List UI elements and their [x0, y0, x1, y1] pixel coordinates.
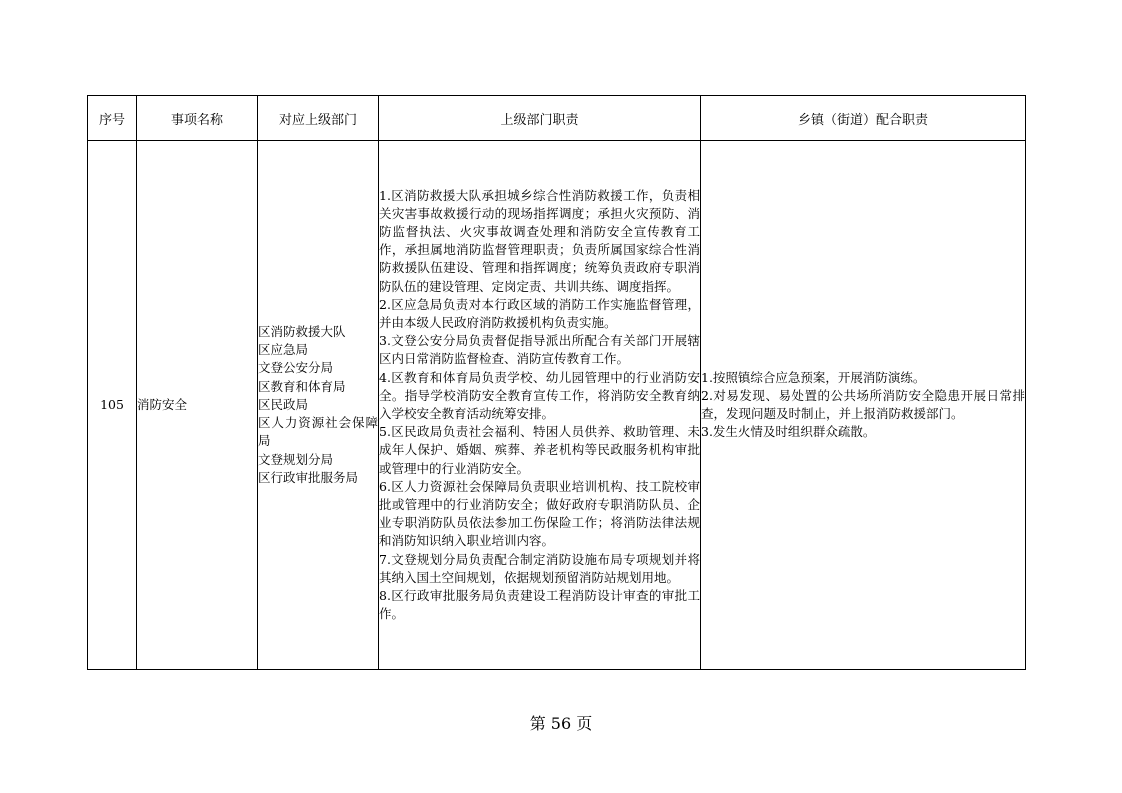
row-item-name: 消防安全	[137, 141, 258, 670]
duty-item: 4.区教育和体育局负责学校、幼儿园管理中的行业消防安全。指导学校消防安全教育宣传工作，将消防安全教育纳入学校安全教育活动统筹安排。	[379, 369, 700, 421]
page-number: 第 56 页	[529, 714, 593, 733]
row-department-duties	[379, 141, 701, 670]
department-item: 文登公安分局	[258, 360, 334, 376]
header-number: 序号	[88, 96, 137, 141]
department-item: 区教育和体育局	[258, 378, 346, 394]
table-row	[88, 141, 1026, 670]
department-item: 区民政局	[258, 396, 309, 412]
responsibility-table	[87, 95, 1026, 670]
cooperation-item: 3.发生火情及时组织群众疏散。	[701, 424, 876, 440]
duty-item: 7.文登规划分局负责配合制定消防设施布局专项规划并将其纳入国土空间规划，依据规划预留消防站规划用地。	[379, 551, 700, 585]
department-item: 区行政审批服务局	[258, 469, 359, 485]
row-departments	[258, 141, 379, 670]
row-town-cooperation	[701, 141, 1026, 670]
row-number: 105	[88, 141, 137, 670]
department-item: 区消防救援大队	[258, 324, 346, 340]
department-item: 文登规划分局	[258, 451, 334, 467]
header-department: 对应上级部门	[258, 96, 379, 141]
duty-item: 5.区民政局负责社会福利、特困人员供养、救助管理、未成年人保护、婚姻、殡葬、养老机构等民政服务机构审批或管理中的行业消防安全。	[379, 424, 700, 476]
duty-item: 2.区应急局负责对本行政区域的消防工作实施监督管理，并由本级人民政府消防救援机构负责实施。	[379, 296, 700, 330]
duty-item: 1.区消防救援大队承担城乡综合性消防救援工作，负责相关灾害事故救援行动的现场指挥调度；承担火灾预防、消防监督执法、火灾事故调查处理和消防安全宣传教育工作，承担属地消防监督管理职责；负责所属国家综合性消防救援队伍建设、管理和指挥调度；统筹负责政府专职消防队伍的建设管理、定岗定责、共训共练、调度指挥。	[379, 187, 700, 294]
cooperation-item: 1.按照镇综合应急预案，开展消防演练。	[701, 369, 926, 385]
header-item-name: 事项名称	[137, 96, 258, 141]
header-row	[88, 96, 1026, 141]
header-town-cooperation: 乡镇（街道）配合职责	[701, 96, 1026, 141]
cooperation-item: 2.对易发现、易处置的公共场所消防安全隐患开展日常排查，发现问题及时制止，并上报消防救援部门。	[701, 387, 1025, 421]
header-department-duties: 上级部门职责	[379, 96, 701, 141]
duty-item: 6.区人力资源社会保障局负责职业培训机构、技工院校审批或管理中的行业消防安全；做好政府专职消防队员、企业专职消防队员依法参加工伤保险工作；将消防法律法规和消防知识纳入职业培训内容。	[379, 478, 700, 549]
department-item: 区应急局	[258, 342, 309, 358]
department-item: 区人力资源社会保障局	[258, 415, 378, 449]
duty-item: 8.区行政审批服务局负责建设工程消防设计审查的审批工作。	[379, 588, 700, 622]
duty-item: 3.文登公安分局负责督促指导派出所配合有关部门开展辖区内日常消防监督检查、消防宣传教育工作。	[379, 333, 700, 367]
